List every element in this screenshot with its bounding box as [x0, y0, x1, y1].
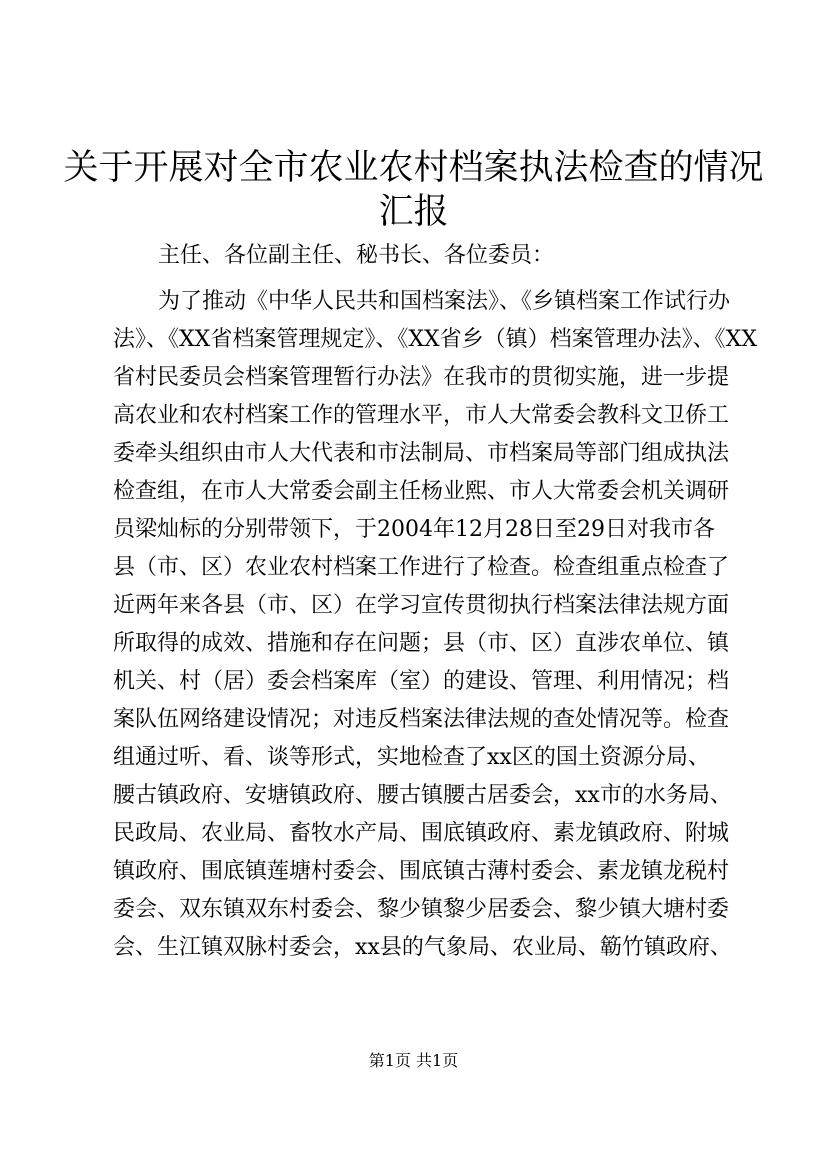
document-title-line-2: 汇报 — [378, 192, 449, 232]
page-number-footer: 第1页 共1页 — [368, 1051, 459, 1070]
paragraph-line: 所取得的成效、措施和存在问题；县（市、区）直涉农单位、镇 — [113, 631, 730, 656]
paragraph-line: 镇政府、围底镇莲塘村委会、围底镇古薄村委会、素龙镇龙税村 — [113, 859, 730, 884]
paragraph-line: 为了推动《中华人民共和国档案法》、《乡镇档案工作试行办 — [158, 289, 731, 314]
paragraph-line: 县（市、区）农业农村档案工作进行了检查。检查组重点检查了 — [113, 555, 730, 580]
paragraph-line: 民政局、农业局、畜牧水产局、围底镇政府、素龙镇政府、附城 — [113, 821, 730, 846]
paragraph-line: 法》、《XX省档案管理规定》、《XX省乡（镇）档案管理办法》、《XX — [113, 327, 757, 352]
paragraph-line: 案队伍网络建设情况；对违反档案法律法规的查处情况等。检查 — [113, 707, 730, 732]
paragraph-line: 高农业和农村档案工作的管理水平，市人大常委会教科文卫侨工 — [113, 403, 730, 428]
paragraph-line: 会、生江镇双脉村委会，xx县的气象局、农业局、簕竹镇政府、 — [113, 935, 732, 960]
paragraph-line: 检查组，在市人大常委会副主任杨业熙、市人大常委会机关调研 — [113, 479, 730, 504]
paragraph-line: 委会、双东镇双东村委会、黎少镇黎少居委会、黎少镇大塘村委 — [113, 897, 730, 922]
paragraph-line: 员梁灿标的分别带领下，于2004年12月28日至29日对我市各 — [113, 517, 715, 542]
paragraph-line: 委牵头组织由市人大代表和市法制局、市档案局等部门组成执法 — [113, 441, 730, 466]
paragraph-line: 组通过听、看、谈等形式，实地检查了xx区的国土资源分局、 — [113, 745, 710, 770]
salutation: 主任、各位副主任、秘书长、各位委员： — [158, 243, 555, 268]
paragraph-line: 近两年来各县（市、区）在学习宣传贯彻执行档案法律法规方面 — [113, 593, 730, 618]
paragraph-line: 腰古镇政府、安塘镇政府、腰古镇腰古居委会，xx市的水务局、 — [113, 783, 732, 808]
paragraph-line: 机关、村（居）委会档案库（室）的建设、管理、利用情况；档 — [113, 669, 730, 694]
document-title-line-1: 关于开展对全市农业农村档案执法检查的情况 — [63, 148, 764, 188]
paragraph-line: 省村民委员会档案管理暂行办法》在我市的贯彻实施，进一步提 — [113, 365, 730, 390]
